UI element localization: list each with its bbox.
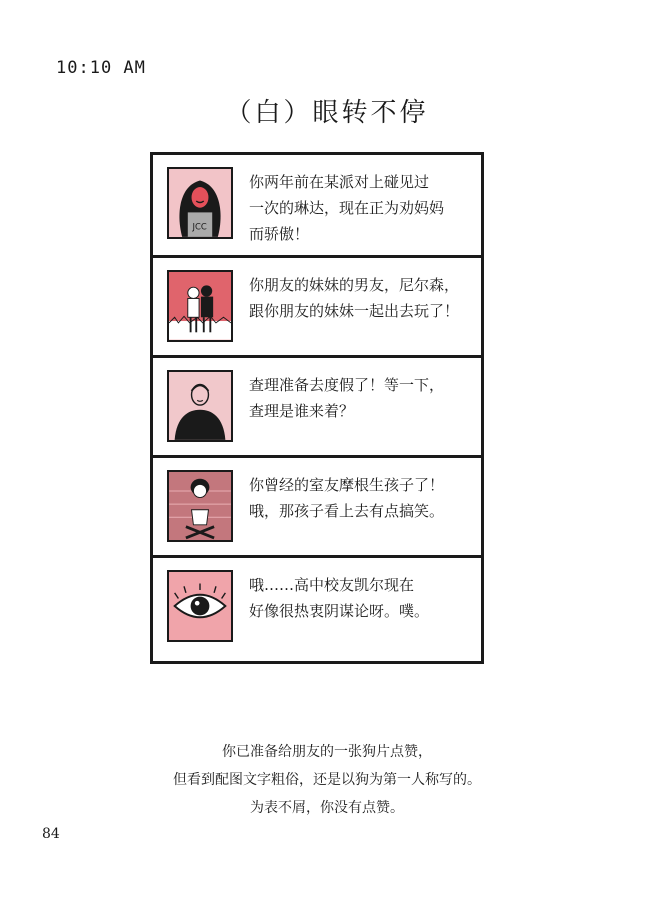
page-title: （白）眼转不停 [225,98,429,128]
feed-post[interactable] [153,155,481,255]
post-text: 你两年前在某派对上碰见过 一次的琳达，现在正为劝妈妈 而骄傲！ [249,173,445,243]
caption-text: 你已准备给朋友的一张狗片点赞， 但看到配图文字粗俗，还是以狗为第一人称写的。 为表不屑，你没有点赞。 [173,744,481,816]
shirt-text: JCC [192,221,207,232]
woman-portrait-icon [167,167,233,239]
post-text: 哦……高中校友凯尔现在 好像很热衷阴谋论呀。噗。 [249,576,430,620]
feed-post[interactable] [153,255,481,355]
social-feed [150,152,484,664]
man-portrait-icon [167,370,233,442]
eye-icon [167,570,233,642]
couple-icon [167,270,233,342]
post-text: 你朋友的妹妹的男友，尼尔森， 跟你朋友的妹妹一起出去玩了！ [249,276,460,320]
feed-post[interactable] [153,455,481,555]
page-number: 84 [42,826,60,842]
post-text: 你曾经的室友摩根生孩子了！ 哦，那孩子看上去有点搞笑。 [249,476,445,520]
feed-post[interactable] [153,555,481,661]
post-text: 查理准备去度假了！等一下， 查理是谁来着？ [249,376,445,420]
child-icon [167,470,233,542]
feed-post[interactable] [153,355,481,455]
time-label: 10:10 AM [56,58,146,78]
